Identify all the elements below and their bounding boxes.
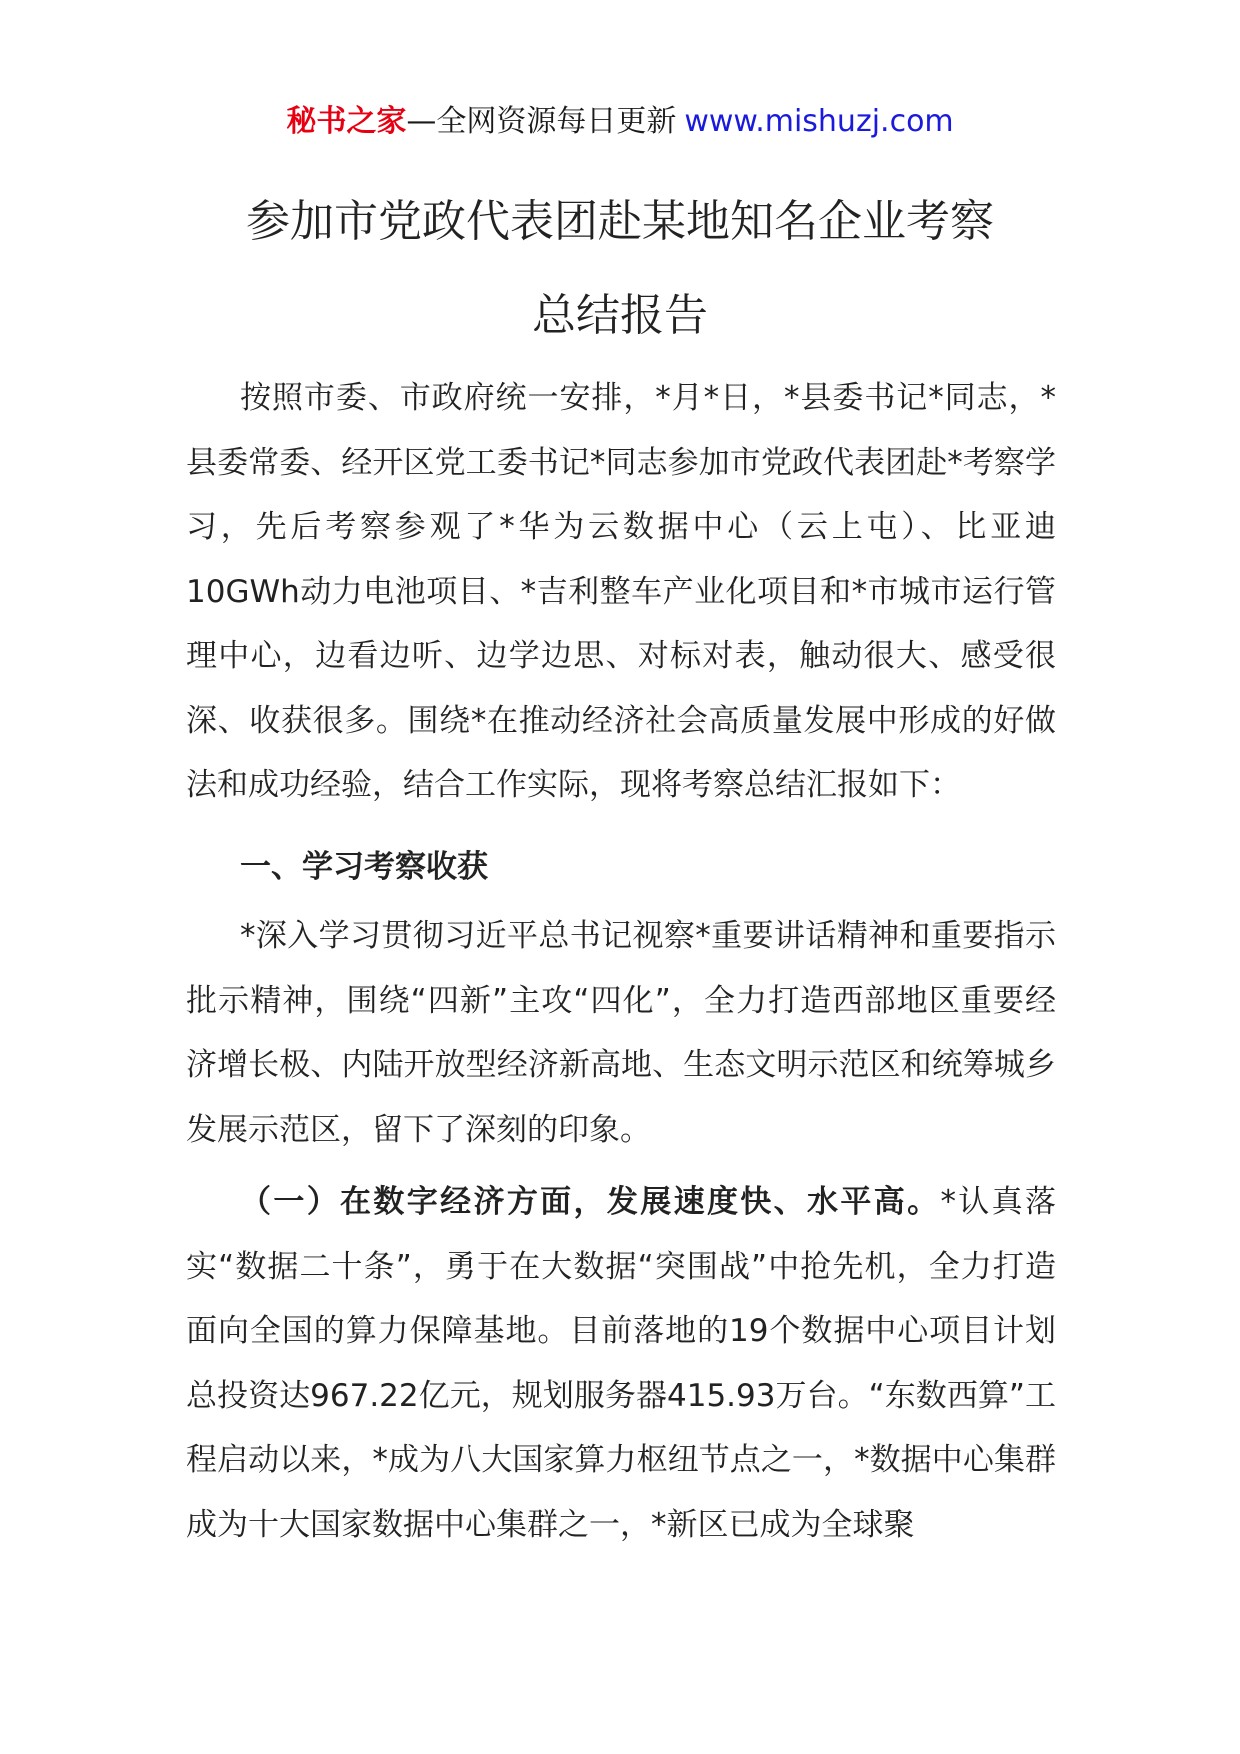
section-heading: 一、学习考察收获 xyxy=(240,849,488,885)
site-header xyxy=(0,100,1240,144)
subsection-heading: （一）在数字经济方面，发展速度快、水平高。 xyxy=(240,1184,941,1220)
intro-paragraph: 按照市委、市政府统一安排，*月*日，*县委书记*同志，*县委常委、经开区党工委书记*同志参加市党政代表团赴*考察学习，先后考察参观了*华为云数据中心（云上屯）、比亚迪10GWh动力电池项目、*吉利整车产业化项目和*市城市运行管理中心，边看边听、边学边思、对标对表，触动很大、感受很深、收获很多。围绕*在推动经济社会高质量发展中形成的好做法和成功经验，结合工作实际，现将考察总结汇报如下： xyxy=(186,380,1056,803)
document-title-line-2: 总结报告 xyxy=(532,290,708,341)
header-tagline: —全网资源每日更新 xyxy=(406,104,677,139)
section-intro-paragraph: *深入学习贯彻习近平总书记视察*重要讲话精神和重要指示批示精神，围绕“四新”主攻“四化”，全力打造西部地区重要经济增长极、内陆开放型经济新高地、生态文明示范区和统筹城乡发展示范区，留下了深刻的印象。 xyxy=(186,918,1056,1148)
brand-name: 秘书之家 xyxy=(286,104,407,139)
subsection-paragraph xyxy=(186,1170,1056,1557)
site-url-link[interactable]: www.mishuzj.com xyxy=(684,104,954,139)
subsection-body-text: *认真落实“数据二十条”，勇于在大数据“突围战”中抢先机，全力打造面向全国的算力保障基地。目前落地的19个数据中心项目计划总投资达967.22亿元，规划服务器415.93万台。“东数西算”工程启动以来，*成为八大国家算力枢纽节点之一，*数据中心集群成为十大国家数据中心集群之一，*新区已成为全球聚 xyxy=(186,1184,1056,1543)
document-title-line-1: 参加市党政代表团赴某地知名企业考察 xyxy=(246,196,994,247)
